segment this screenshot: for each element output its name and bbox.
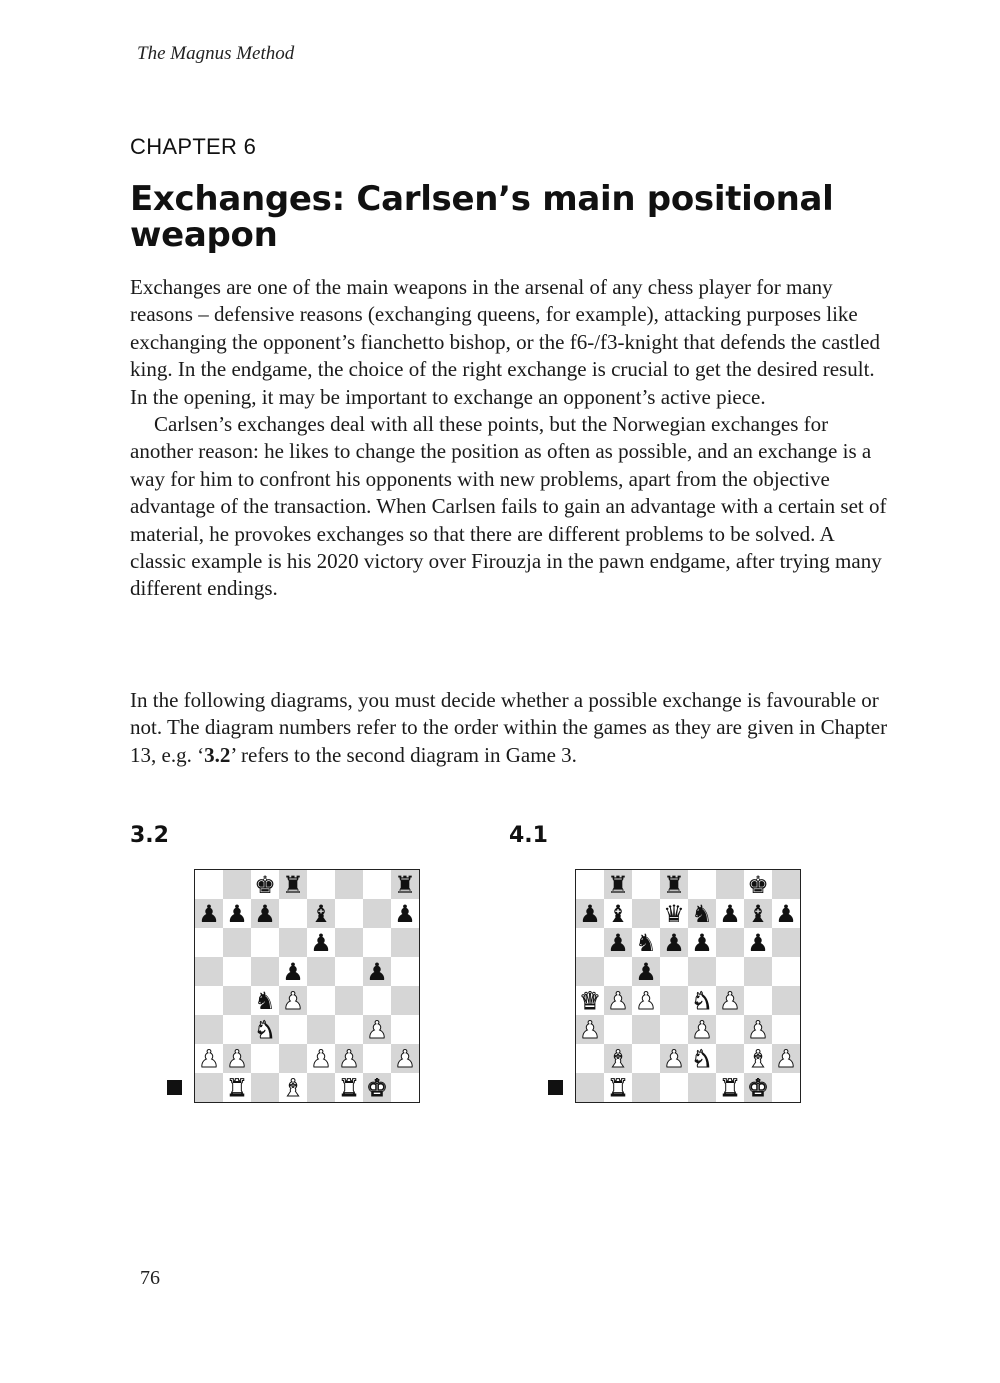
board-square — [279, 986, 307, 1015]
board-square — [223, 928, 251, 957]
board-square — [223, 1015, 251, 1044]
board-square — [688, 1073, 716, 1102]
black-pawn-icon: ♟ — [282, 957, 304, 986]
chapter-label: CHAPTER 6 — [130, 134, 257, 159]
board-square — [195, 928, 223, 957]
board-square — [716, 899, 744, 928]
board-square — [660, 1073, 688, 1102]
diagram-label: 3.2 — [130, 823, 169, 848]
white-pawn-icon: ♟ — [310, 1044, 332, 1073]
board-square — [195, 899, 223, 928]
black-king-icon: ♚ — [254, 870, 276, 899]
board-square — [576, 870, 604, 899]
board-square — [195, 1015, 223, 1044]
chessboard-diagram — [194, 869, 420, 1103]
board-square — [772, 928, 800, 957]
board-square — [604, 870, 632, 899]
board-square — [195, 957, 223, 986]
white-bishop-icon: ♝ — [747, 1044, 769, 1073]
black-rook-icon: ♜ — [282, 870, 304, 899]
board-square — [223, 899, 251, 928]
board-square — [660, 957, 688, 986]
board-square — [251, 899, 279, 928]
board-square — [279, 1044, 307, 1073]
white-king-icon: ♚ — [747, 1073, 769, 1102]
paragraph — [130, 687, 890, 769]
board-square — [744, 957, 772, 986]
black-pawn-icon: ♟ — [691, 928, 713, 957]
board-square — [363, 957, 391, 986]
board-square — [195, 1073, 223, 1102]
black-pawn-icon: ♟ — [366, 957, 388, 986]
black-bishop-icon: ♝ — [747, 899, 769, 928]
board-square — [772, 957, 800, 986]
board-square — [223, 1073, 251, 1102]
board-square — [391, 986, 419, 1015]
board-square — [363, 928, 391, 957]
white-rook-icon: ♜ — [226, 1073, 248, 1102]
board-square — [604, 957, 632, 986]
white-bishop-icon: ♝ — [607, 1044, 629, 1073]
board-square — [576, 928, 604, 957]
board-square — [660, 928, 688, 957]
white-pawn-icon: ♟ — [338, 1044, 360, 1073]
board-square — [223, 1044, 251, 1073]
diagram-reference: 3.2 — [204, 742, 231, 767]
board-square — [195, 986, 223, 1015]
board-square — [391, 1044, 419, 1073]
board-square — [223, 870, 251, 899]
white-pawn-icon: ♟ — [198, 1044, 220, 1073]
board-square — [744, 1073, 772, 1102]
board-square — [604, 1073, 632, 1102]
black-pawn-icon: ♟ — [663, 928, 685, 957]
board-square — [632, 957, 660, 986]
board-square — [632, 1044, 660, 1073]
board-square — [604, 1044, 632, 1073]
board-square — [632, 928, 660, 957]
board-square — [688, 899, 716, 928]
board-square — [632, 1015, 660, 1044]
white-pawn-icon: ♟ — [747, 1015, 769, 1044]
board-square — [279, 899, 307, 928]
running-head: The Magnus Method — [137, 43, 295, 64]
board-square — [576, 1073, 604, 1102]
board-square — [195, 870, 223, 899]
board-square — [576, 899, 604, 928]
board-square — [716, 870, 744, 899]
board-square — [363, 1044, 391, 1073]
board-square — [251, 986, 279, 1015]
black-pawn-icon: ♟ — [310, 928, 332, 957]
board-square — [772, 1044, 800, 1073]
board-square — [660, 899, 688, 928]
white-pawn-icon: ♟ — [282, 986, 304, 1015]
board-square — [391, 957, 419, 986]
board-square — [223, 957, 251, 986]
chapter-title: Exchanges: Carlsen’s main positional weapon — [130, 179, 834, 255]
board-square — [307, 899, 335, 928]
board-square — [307, 986, 335, 1015]
board-square — [307, 1044, 335, 1073]
board-square — [363, 1015, 391, 1044]
board-square — [279, 957, 307, 986]
black-pawn-icon: ♟ — [607, 928, 629, 957]
board-square — [716, 1044, 744, 1073]
white-pawn-icon: ♟ — [719, 986, 741, 1015]
board-square — [391, 870, 419, 899]
board-square — [604, 1015, 632, 1044]
board-square — [335, 1015, 363, 1044]
board-square — [363, 870, 391, 899]
board-square — [688, 1015, 716, 1044]
paragraph-text: ’ refers to the second diagram in Game 3. — [230, 742, 577, 767]
black-bishop-icon: ♝ — [310, 899, 332, 928]
board-square — [660, 1015, 688, 1044]
board-square — [744, 899, 772, 928]
white-pawn-icon: ♟ — [394, 1044, 416, 1073]
board-square — [576, 986, 604, 1015]
board-square — [604, 928, 632, 957]
board-square — [251, 1044, 279, 1073]
board-square — [632, 1073, 660, 1102]
board-square — [251, 928, 279, 957]
board-square — [716, 928, 744, 957]
board-square — [307, 870, 335, 899]
white-pawn-icon: ♟ — [226, 1044, 248, 1073]
board-square — [391, 899, 419, 928]
white-pawn-icon: ♟ — [607, 986, 629, 1015]
board-square — [744, 928, 772, 957]
board-square — [335, 870, 363, 899]
white-pawn-icon: ♟ — [663, 1044, 685, 1073]
board-square — [363, 1073, 391, 1102]
board-square — [335, 899, 363, 928]
board-square — [632, 986, 660, 1015]
board-square — [772, 1015, 800, 1044]
board-square — [744, 1015, 772, 1044]
intro-text — [130, 274, 890, 603]
board-square — [279, 928, 307, 957]
black-knight-icon: ♞ — [254, 986, 276, 1015]
black-pawn-icon: ♟ — [198, 899, 220, 928]
black-to-move-marker — [167, 1080, 182, 1095]
black-king-icon: ♚ — [747, 870, 769, 899]
white-knight-icon: ♞ — [691, 1044, 713, 1073]
board-square — [716, 1073, 744, 1102]
board-square — [688, 986, 716, 1015]
board-square — [251, 1073, 279, 1102]
board-square — [335, 957, 363, 986]
board-square — [307, 928, 335, 957]
board-square — [279, 1073, 307, 1102]
white-pawn-icon: ♟ — [691, 1015, 713, 1044]
white-rook-icon: ♜ — [338, 1073, 360, 1102]
board-square — [576, 957, 604, 986]
white-rook-icon: ♜ — [719, 1073, 741, 1102]
board-square — [660, 870, 688, 899]
board-square — [391, 1073, 419, 1102]
white-knight-icon: ♞ — [691, 986, 713, 1015]
white-pawn-icon: ♟ — [775, 1044, 797, 1073]
page-number: 76 — [140, 1267, 160, 1289]
board-square — [363, 986, 391, 1015]
board-square — [744, 986, 772, 1015]
white-bishop-icon: ♝ — [282, 1073, 304, 1102]
black-rook-icon: ♜ — [663, 870, 685, 899]
board-square — [604, 899, 632, 928]
white-knight-icon: ♞ — [254, 1015, 276, 1044]
white-pawn-icon: ♟ — [635, 986, 657, 1015]
black-to-move-marker — [548, 1080, 563, 1095]
black-rook-icon: ♜ — [394, 870, 416, 899]
black-queen-icon: ♛ — [663, 899, 685, 928]
black-knight-icon: ♞ — [691, 899, 713, 928]
board-square — [716, 957, 744, 986]
black-pawn-icon: ♟ — [747, 928, 769, 957]
board-square — [576, 1015, 604, 1044]
paragraph: Carlsen’s exchanges deal with all these points, but the Norwegian exchanges for another reason: he likes to change the position as often as possible, and an exchange is a way for him to confront his opponents with new problems, apart from the objective advantage of the transaction. When Carlsen fails to gain an advantage with a certain set of material, he provokes exchanges so that there are different problems to be solved. A classic example is his 2020 victory over Firouzja in the pawn endgame, after trying many different endings. — [130, 412, 887, 601]
diagram-label: 4.1 — [509, 823, 548, 848]
board-square — [279, 1015, 307, 1044]
black-bishop-icon: ♝ — [607, 899, 629, 928]
board-square — [335, 1073, 363, 1102]
board-square — [688, 928, 716, 957]
chessboard-diagram — [575, 869, 801, 1103]
black-pawn-icon: ♟ — [635, 957, 657, 986]
white-king-icon: ♚ — [366, 1073, 388, 1102]
board-square — [772, 870, 800, 899]
board-square — [307, 1015, 335, 1044]
board-square — [660, 986, 688, 1015]
board-square — [688, 957, 716, 986]
black-knight-icon: ♞ — [635, 928, 657, 957]
board-square — [335, 986, 363, 1015]
board-square — [335, 1044, 363, 1073]
board-square — [307, 1073, 335, 1102]
board-square — [632, 899, 660, 928]
white-queen-icon: ♛ — [579, 986, 601, 1015]
black-pawn-icon: ♟ — [719, 899, 741, 928]
board-square — [335, 928, 363, 957]
paragraph-text: In the following diagrams, you must decide whether a possible exchange is favourable or not. The diagram numbers refer to the order within the games as they are given in Chapter 13, e.g. ‘ — [130, 688, 888, 767]
board-square — [195, 1044, 223, 1073]
board-square — [251, 1015, 279, 1044]
board-square — [604, 986, 632, 1015]
board-square — [716, 986, 744, 1015]
board-square — [744, 1044, 772, 1073]
board-square — [688, 870, 716, 899]
board-square — [223, 986, 251, 1015]
black-pawn-icon: ♟ — [254, 899, 276, 928]
board-square — [744, 870, 772, 899]
board-square — [772, 986, 800, 1015]
board-square — [363, 899, 391, 928]
black-rook-icon: ♜ — [607, 870, 629, 899]
board-square — [632, 870, 660, 899]
white-rook-icon: ♜ — [607, 1073, 629, 1102]
board-square — [576, 1044, 604, 1073]
diagram-instructions — [130, 687, 890, 769]
board-square — [251, 870, 279, 899]
white-pawn-icon: ♟ — [366, 1015, 388, 1044]
black-pawn-icon: ♟ — [394, 899, 416, 928]
white-pawn-icon: ♟ — [579, 1015, 601, 1044]
board-square — [772, 899, 800, 928]
board-square — [772, 1073, 800, 1102]
board-square — [307, 957, 335, 986]
black-pawn-icon: ♟ — [775, 899, 797, 928]
paragraph: Exchanges are one of the main weapons in the arsenal of any chess player for many reasons – defensive reasons (exchanging queens, for example), attacking purposes like exchanging the opponent’s fianchetto bishop, or the f6-/f3-knight that defends the castled king. In the endgame, the choice of the right exchange is crucial to get the desired result. In the opening, it may be important to exchange an opponent’s active piece. — [130, 275, 880, 409]
board-square — [688, 1044, 716, 1073]
board-square — [251, 957, 279, 986]
board-square — [391, 928, 419, 957]
board-square — [716, 1015, 744, 1044]
black-pawn-icon: ♟ — [579, 899, 601, 928]
board-square — [391, 1015, 419, 1044]
board-square — [279, 870, 307, 899]
black-pawn-icon: ♟ — [226, 899, 248, 928]
board-square — [660, 1044, 688, 1073]
